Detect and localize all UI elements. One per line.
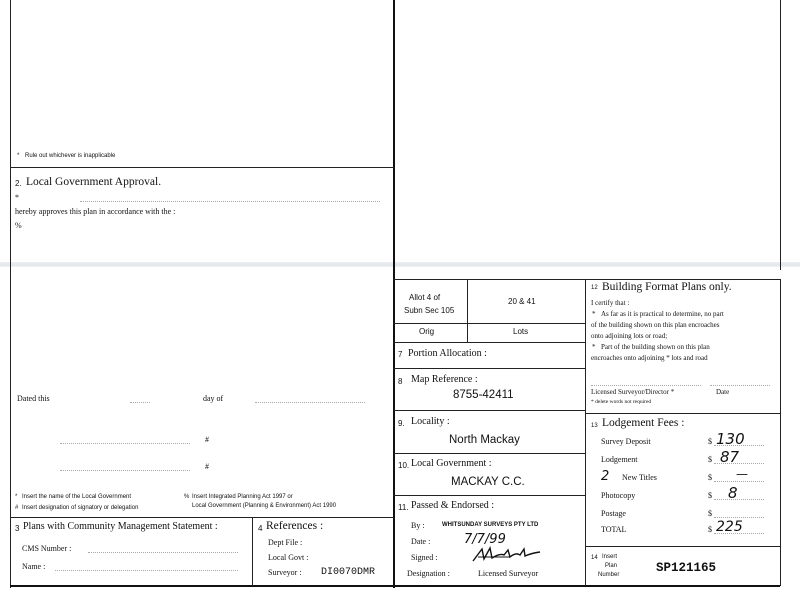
left-border	[10, 0, 11, 588]
hash-marker-2: #	[205, 462, 209, 471]
name-blank	[55, 570, 238, 571]
bullet2-line2: encroaches onto adjoining * lots and road	[591, 354, 708, 362]
delete-note: * delete words not required	[591, 399, 652, 405]
surveyor-signature	[470, 543, 545, 565]
footnote-pct-line1: Insert Integrated Planning Act 1997 or	[192, 494, 293, 500]
section11-title: Passed & Endorsed :	[411, 500, 495, 511]
endorsed-date-value: 7/7/99	[464, 532, 506, 547]
orig-label: Orig	[419, 327, 435, 336]
section13-top	[585, 413, 780, 414]
section11-number: 11.	[398, 503, 409, 512]
designation-value: Licensed Surveyor	[478, 569, 539, 578]
section4-number: 4	[258, 524, 263, 533]
section3-4-divider	[252, 517, 253, 586]
center-divider	[393, 0, 395, 588]
allot-top-border	[393, 279, 780, 280]
footnote-hash: Insert designation of signatory or delegation	[22, 505, 139, 511]
plan-number-value: SP121165	[656, 561, 717, 575]
fee-currency: $	[708, 525, 712, 534]
section3-title: Plans with Community Management Statement :	[23, 521, 218, 532]
section3-top-border	[10, 517, 394, 518]
scan-fold-band	[0, 262, 800, 267]
new-titles-count: 2	[601, 469, 610, 484]
section7-top	[393, 342, 586, 343]
bullet2-line1: Part of the building shown on this plan	[601, 343, 710, 351]
map-reference-value: 8755-42411	[453, 389, 514, 401]
section2-number: 2.	[15, 179, 22, 188]
section8-title: Map Reference :	[411, 374, 478, 385]
footnote-pct-marker: %	[184, 494, 190, 500]
footnote-star: Insert the name of the Local Government	[22, 494, 132, 500]
section9-top	[393, 410, 586, 411]
approves-text: hereby approves this plan in accordance with the :	[15, 207, 176, 216]
bullet1-line3: onto adjoining lots or road;	[591, 332, 668, 340]
insert-label: Insert	[602, 554, 618, 560]
fee-line	[714, 499, 764, 500]
by-label: By :	[411, 521, 425, 530]
section2-star: *	[15, 193, 19, 202]
section12-number: 12	[591, 285, 598, 291]
signature-blank-1	[60, 443, 190, 444]
section10-top	[393, 453, 586, 454]
footnote-star-marker: *	[15, 494, 18, 500]
section2-top-border	[10, 167, 394, 168]
section14-number: 14	[591, 555, 598, 561]
fee-label-new-titles: New Titles	[622, 473, 657, 482]
fee-line	[714, 517, 764, 518]
fee-line	[714, 481, 764, 482]
section3-number: 3	[15, 524, 20, 533]
dated-blank	[130, 402, 150, 403]
section9-title: Locality :	[411, 416, 450, 427]
allot-line2: Subn Sec 105	[404, 306, 455, 315]
fee-value-new-titles: —	[736, 467, 748, 481]
day-of-blank	[255, 402, 365, 403]
certify-text: I certify that :	[591, 299, 630, 307]
fee-label-postage: Postage	[601, 509, 626, 518]
lots-value: 20 & 41	[508, 297, 536, 306]
designation-label: Designation :	[407, 569, 450, 578]
signature-blank-2	[60, 470, 190, 471]
allot-inner-rule	[393, 323, 586, 324]
surveyor-label: Surveyor :	[268, 568, 302, 577]
fee-value-lodgement: 87	[720, 448, 740, 466]
fee-currency: $	[708, 509, 712, 518]
section12-title: Building Format Plans only.	[602, 281, 732, 293]
section9-number: 9.	[398, 419, 405, 428]
fee-value-total: 225	[716, 519, 743, 535]
right-border	[780, 0, 781, 270]
date-blank	[710, 385, 770, 386]
section11-top	[393, 495, 586, 496]
fee-label-total: TOTAL	[601, 525, 627, 534]
bullet1-line2: of the building shown on this plan encroaches	[591, 321, 720, 329]
allot-divider	[467, 279, 468, 342]
allot-line1: Allot 4 of	[409, 293, 441, 302]
footnote-hash-marker: #	[15, 505, 19, 511]
bullet1-marker: *	[592, 310, 596, 318]
section12-date-label: Date	[716, 388, 730, 396]
dated-this-label: Dated this	[17, 394, 50, 403]
surveyor-signature-blank	[591, 385, 701, 386]
cms-number-blank	[88, 552, 238, 553]
cms-number-label: CMS Number :	[22, 544, 72, 553]
fee-currency: $	[708, 473, 712, 482]
govt-name-blank	[80, 201, 380, 202]
section13-title: Lodgement Fees :	[602, 417, 685, 429]
licensed-surveyor-label: Licensed Surveyor/Director *	[591, 388, 675, 396]
fee-currency: $	[708, 437, 712, 446]
name-label: Name :	[22, 562, 46, 571]
section10-title: Local Government :	[411, 458, 492, 469]
bottom-border	[10, 585, 780, 587]
fee-currency: $	[708, 455, 712, 464]
by-value: WHITSUNDAY SURVEYS PTY LTD	[442, 522, 539, 528]
number-label: Number	[598, 572, 620, 578]
fee-value-survey-deposit: 130	[716, 430, 745, 448]
local-government-value: MACKAY C.C.	[451, 476, 525, 488]
bullet1-line1: As far as it is practical to determine, no part	[601, 310, 724, 318]
surveyor-value: DI0070DMR	[321, 567, 376, 578]
section2-title: Local Government Approval.	[26, 176, 162, 188]
lots-label: Lots	[513, 327, 529, 336]
hash-marker-1: #	[205, 435, 209, 444]
right-outer-border	[780, 279, 781, 586]
section7-title: Portion Allocation :	[408, 348, 487, 359]
dept-file-label: Dept File :	[268, 538, 303, 547]
bullet2-marker: *	[592, 343, 596, 351]
section13-number: 13	[591, 423, 598, 429]
signed-label: Signed :	[411, 553, 438, 562]
section8-number: 8	[398, 377, 403, 386]
fee-label-photocopy: Photocopy	[601, 491, 636, 500]
fee-label-survey-deposit: Survey Deposit	[601, 437, 651, 446]
middle-right-divider	[585, 279, 586, 586]
fee-currency: $	[708, 491, 712, 500]
rule-out-note: Rule out whichever is inapplicable	[25, 153, 116, 159]
section7-number: 7	[398, 350, 403, 359]
locality-value: North Mackay	[449, 434, 520, 446]
section4-title: References :	[266, 520, 324, 532]
plan-label: Plan	[605, 563, 618, 569]
local-govt-label: Local Govt :	[268, 553, 309, 562]
section14-top	[585, 546, 780, 547]
fee-label-lodgement: Lodgement	[601, 455, 638, 464]
fee-value-photocopy: 8	[728, 484, 738, 502]
rule-out-marker: *	[17, 153, 20, 159]
date-label: Date :	[411, 537, 431, 546]
footnote-pct-line2: Local Government (Planning & Environment) Act 1990	[192, 503, 337, 509]
section8-top	[393, 368, 586, 369]
day-of-label: day of	[203, 394, 224, 403]
percent-marker: %	[15, 221, 22, 230]
section10-number: 10.	[398, 461, 410, 470]
